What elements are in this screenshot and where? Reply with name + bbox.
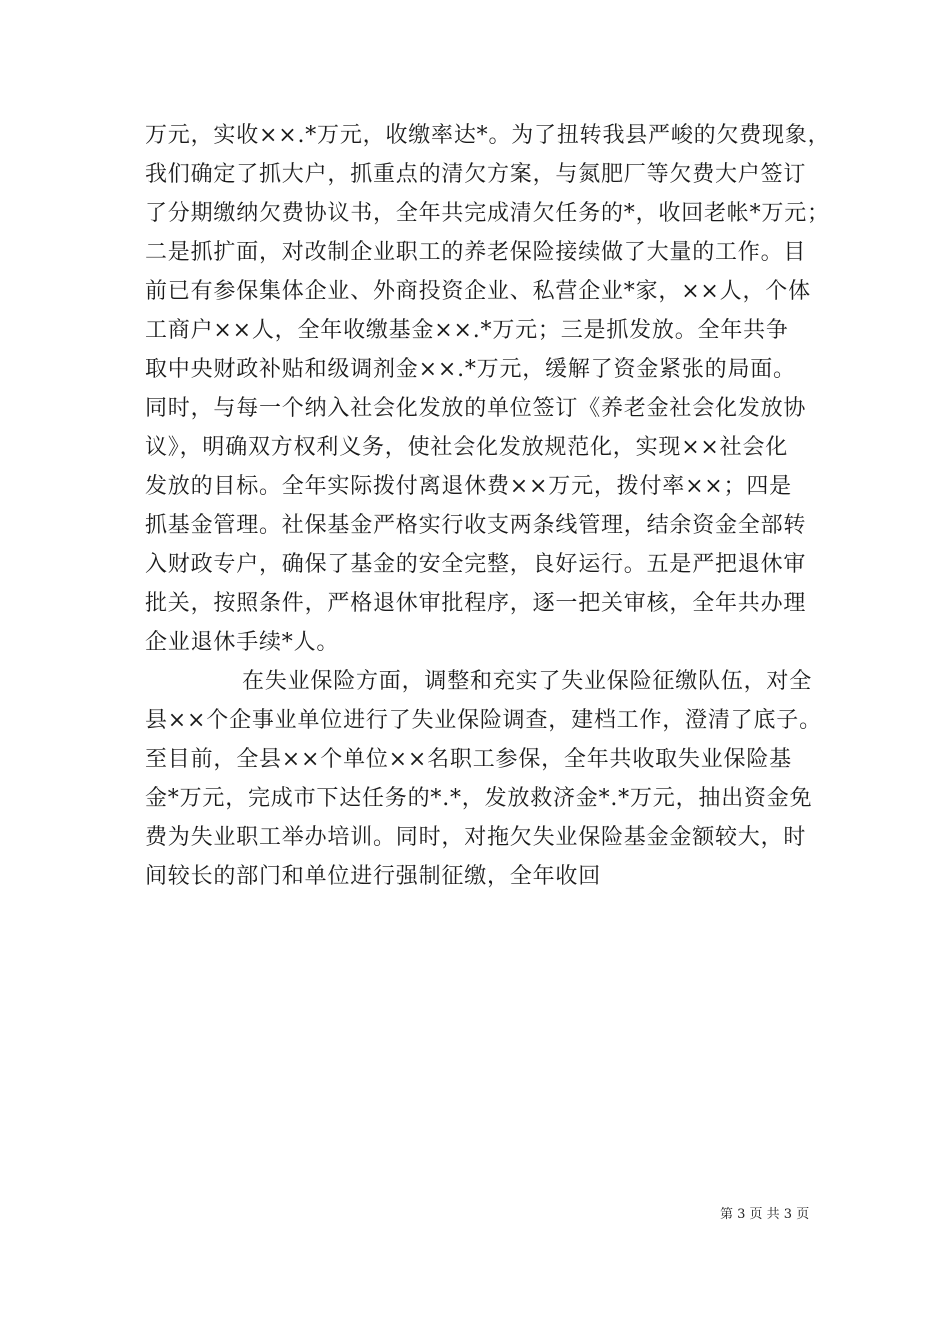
page-number-footer: 第 3 页 共 3 页 [720, 1207, 810, 1222]
body-text-line: 工商户××人，全年收缴基金××.*万元；三是抓发放。全年共争 [145, 318, 789, 343]
body-text-line: 万元，实收××.*万元，收缴率达*。为了扭转我县严峻的欠费现象， [145, 123, 831, 148]
body-text-line: 抓基金管理。社保基金严格实行收支两条线管理，结余资金全部转 [145, 513, 807, 538]
body-text-line: 间较长的部门和单位进行强制征缴，全年收回 [145, 864, 602, 889]
body-text-line: 议》，明确双方权利义务，使社会化发放规范化，实现××社会化 [145, 435, 789, 460]
body-text-line: 我们确定了抓大户，抓重点的清欠方案，与氮肥厂等欠费大户签订 [145, 162, 807, 187]
body-text-line: 入财政专户，确保了基金的安全完整，良好运行。五是严把退休审 [145, 552, 807, 577]
body-text-line: 同时，与每一个纳入社会化发放的单位签订《养老金社会化发放协 [145, 396, 807, 421]
body-text-line: 企业退休手续*人。 [145, 630, 340, 655]
body-text-line: 至目前，全县××个单位××名职工参保，全年共收取失业保险基 [145, 747, 792, 772]
body-text-line: 批关，按照条件，严格退休审批程序，逐一把关审核，全年共办理 [145, 591, 807, 616]
body-text-line: 县××个企事业单位进行了失业保险调查，建档工作，澄清了底子。 [145, 708, 822, 733]
body-text-line: 费为失业职工举办培训。同时，对拖欠失业保险基金金额较大，时 [145, 825, 807, 850]
body-text-line: 金*万元，完成市下达任务的*.*，发放救济金*.*万元，抽出资金免 [145, 786, 813, 811]
body-text-line: 前已有参保集体企业、外商投资企业、私营企业*家，××人，个体 [145, 279, 811, 304]
body-text-line: 发放的目标。全年实际拨付离退休费××万元，拨付率××；四是 [145, 474, 792, 499]
body-text-line: 了分期缴纳欠费协议书，全年共完成清欠任务的*，收回老帐*万元； [145, 201, 830, 226]
paragraph-first-line: 在失业保险方面，调整和充实了失业保险征缴队伍，对全 [242, 669, 813, 694]
body-text-line: 取中央财政补贴和级调剂金××.*万元，缓解了资金紧张的局面。 [145, 357, 796, 382]
body-text-line: 二是抓扩面，对改制企业职工的养老保险接续做了大量的工作。目 [145, 240, 807, 265]
